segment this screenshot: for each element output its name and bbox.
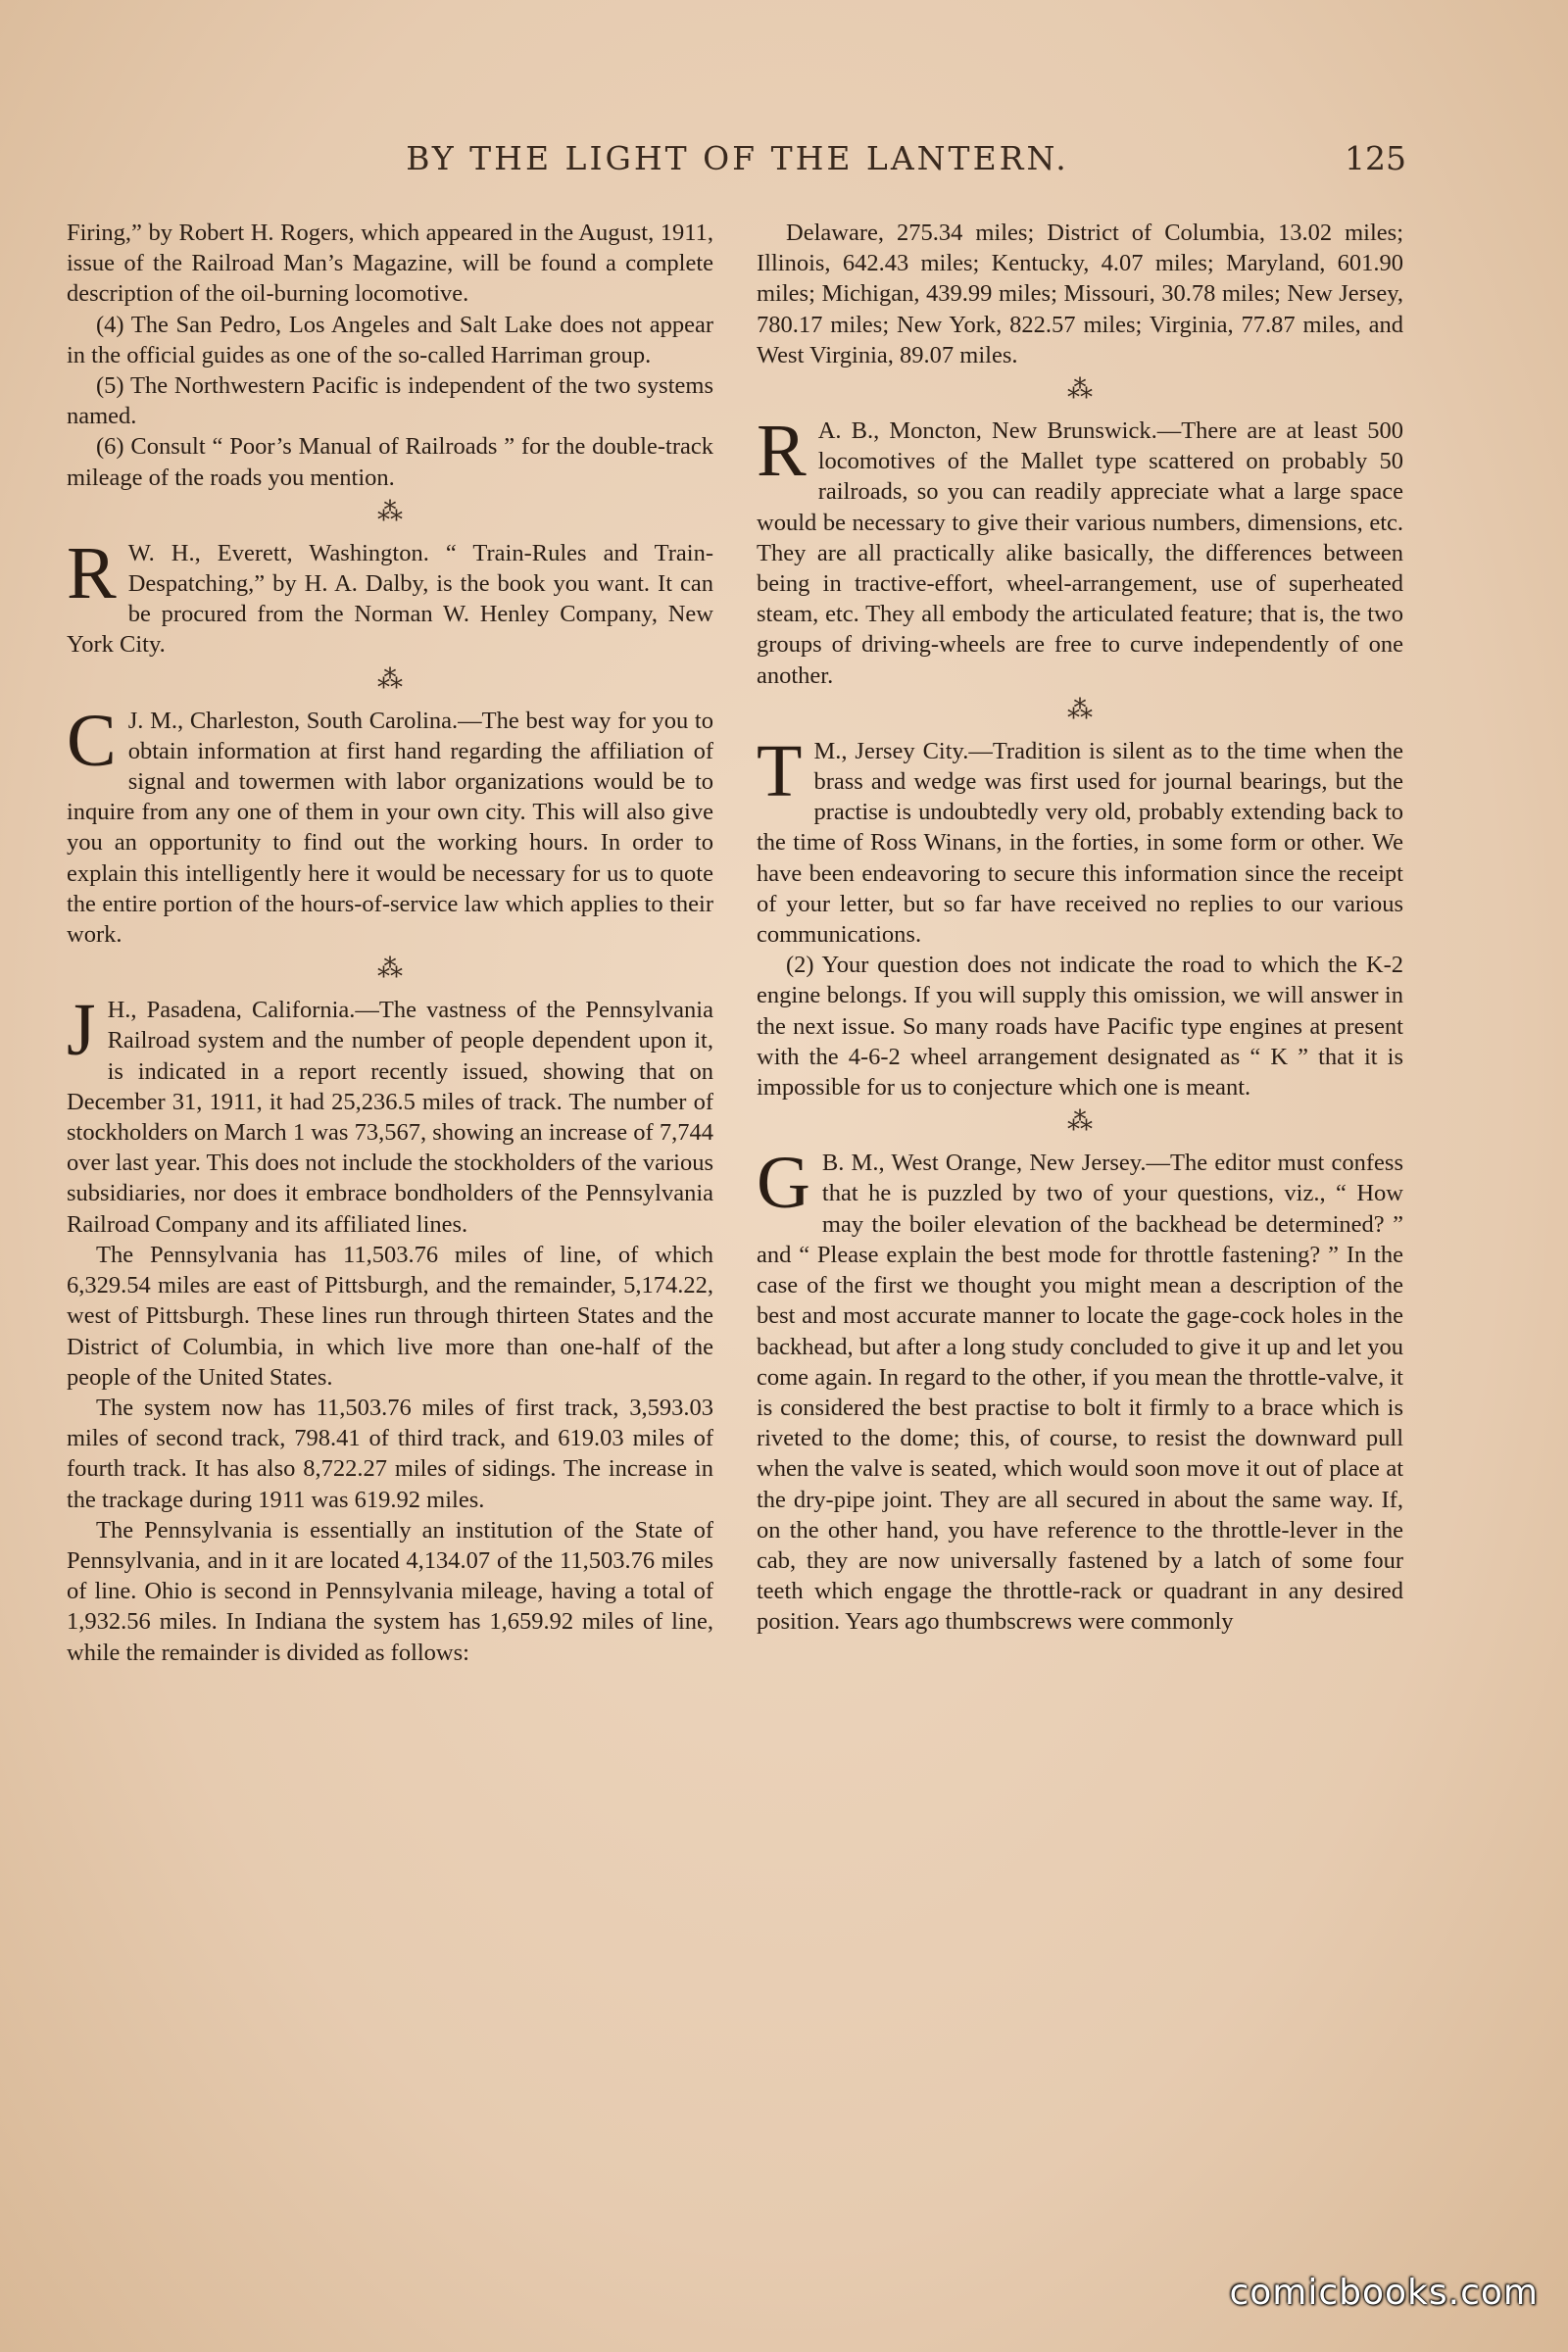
paragraph: (2) Your question does not indicate the road to which the K-2 engine belongs. If you will supply this omission, we will answer in the next issue. So many roads have Pacific type engines at present with the 4-6-2 wheel arrangement designated as “ K ” that it is impossible for us to conjecture which one is meant. [757,952,1403,1102]
paragraph: Firing,” by Robert H. Rogers, which appeared in the August, 1911, issue of the Railroad Man’s Magazine, will be found a complete description of the oil-burning locomotive. [67,220,713,308]
running-head [69,139,1406,188]
answer-entry [757,729,1403,950]
paragraph: (4) The San Pedro, Los Angeles and Salt Lake does not appear in the official guides as one of the so-called Harriman group. [67,311,713,368]
drop-cap: G [757,1142,810,1225]
drop-cap: R [757,410,807,493]
entry-text: W. H., Everett, Washington. “ Train-Rules and Train-Despatching,” by H. A. Dalby, is the book you want. It can be procured from the Norman W. Henley Company, New York City. [67,539,713,659]
drop-cap: T [757,729,803,812]
entry-text: H., Pasadena, California.—The vastness of the Pennsylvania Railroad system and the number of people dependent upon it, is indicated in a report recently issued, showing that on December 31, 1911, it had 25,236.5 miles of track. The number of stockholders on March 1 was 73,567, showing an increase of 7,744 over last year. This does not include the stockholders of the various subsidiaries, nor does it embrace bondholders of the Pennsylvania Railroad Company and its affiliated lines. [67,997,713,1238]
answer-entry [67,531,713,661]
paragraph: The Pennsylvania has 11,503.76 miles of line, of which 6,329.54 miles are east of Pittsburgh, and the remainder, 5,174.22, west of Pittsburgh. These lines run through thirteen States and the District of Columbia, in which live more than one-half of the people of the United States. [67,1241,713,1391]
paragraph: (5) The Northwestern Pacific is independent of the two systems named. [67,372,713,430]
entry-text: J. M., Charleston, South Carolina.—The best way for you to obtain information at first hand regarding the affiliation of signal and towermen with labor organizations would be to inquire from any one of them in your own city. This will also give you an opportunity to find out the working hours. In order to explain this intelligently here it would be necessary for us to quote the entire portion of the hours-of-service law which applies to their work. [67,707,713,949]
section-ornament: ⁂ [377,497,403,526]
drop-cap: C [67,699,117,782]
answer-entry [757,1142,1403,1637]
section-ornament: ⁂ [377,955,403,984]
paragraph: (6) Consult “ Poor’s Manual of Railroads ” for the double-track mileage of the roads you mention. [67,433,713,491]
section-ornament: ⁂ [1067,1107,1093,1137]
drop-cap: J [67,989,96,1072]
answer-entry [757,410,1403,691]
page-number: 125 [1345,139,1406,177]
page-title: BY THE LIGHT OF THE LANTERN. [406,139,1069,177]
answer-entry [67,699,713,951]
right-column [757,218,1403,2197]
entry-text: B. M., West Orange, New Jersey.—The editor must confess that he is puzzled by two of your questions, viz., “ How may the boiler elevation of the backhead be determined? ” and “ Please explain the best mode for throttle fastening? ” In the case of the first we thought you might mean a description of the best and most accurate manner to locate the gage-cock holes in the backhead, but after a long study concluded to give it up and let you come again. In regard to the other, if you mean the throttle-valve, it is considered the best practise to bolt it firmly to a brace which is riveted to the dome; this, of course, to resist the downward pull when the valve is seated, which would soon move it out of place at the dry-pipe joint. They are all secured in about the same way. If, on the other hand, you have reference to the throttle-lever in the cab, they are now universally fastened by a latch of some four teeth which engage the throttle-rack or quadrant in any desired position. Years ago thumbscrews were commonly [757,1150,1403,1636]
drop-cap: R [67,531,117,614]
entry-text: M., Jersey City.—Tradition is silent as to the time when the brass and wedge was first used for journal bearings, but the practise is undoubtedly very old, probably extending back to the time of Ross Winans, in the forties, in some form or other. We have been endeavoring to secure this information since the receipt of your letter, but so far have received no replies to our various communications. [757,737,1403,949]
left-column [67,218,713,2197]
site-watermark: comicbooks.com [1229,2273,1539,2313]
section-ornament: ⁂ [1067,695,1093,724]
section-ornament: ⁂ [377,664,403,694]
paragraph: Delaware, 275.34 miles; District of Columbia, 13.02 miles; Illinois, 642.43 miles; Kentucky, 4.07 miles; Maryland, 601.90 miles; Michigan, 439.99 miles; Missouri, 30.78 miles; New Jersey, 780.17 miles; New York, 822.57 miles; Virginia, 77.87 miles, and West Virginia, 89.07 miles. [757,220,1403,368]
answer-entry [67,989,713,1240]
paragraph: The system now has 11,503.76 miles of first track, 3,593.03 miles of second track, 798.41 of third track, and 619.03 miles of fourth track. It has also 8,722.27 miles of sidings. The increase in the trackage during 1911 was 619.92 miles. [67,1394,713,1513]
entry-text: A. B., Moncton, New Brunswick.—There are at least 500 locomotives of the Mallet type scattered on probably 50 railroads, so you can readily appreciate what a large space would be necessary to give their various numbers, dimensions, etc. They are all practically alike basically, the differences between being in tractive-effort, wheel-arrangement, use of superheated steam, etc. They all embody the articulated feature; that is, the two groups of driving-wheels are free to curve independently of one another. [757,417,1403,689]
paragraph: The Pennsylvania is essentially an institution of the State of Pennsylvania, and in it are located 4,134.07 of the 11,503.76 miles of line. Ohio is second in Pennsylvania mileage, having a total of 1,932.56 miles. In Indiana the system has 1,659.92 miles of line, while the remainder is divided as follows: [67,1516,713,1666]
section-ornament: ⁂ [1067,375,1093,405]
